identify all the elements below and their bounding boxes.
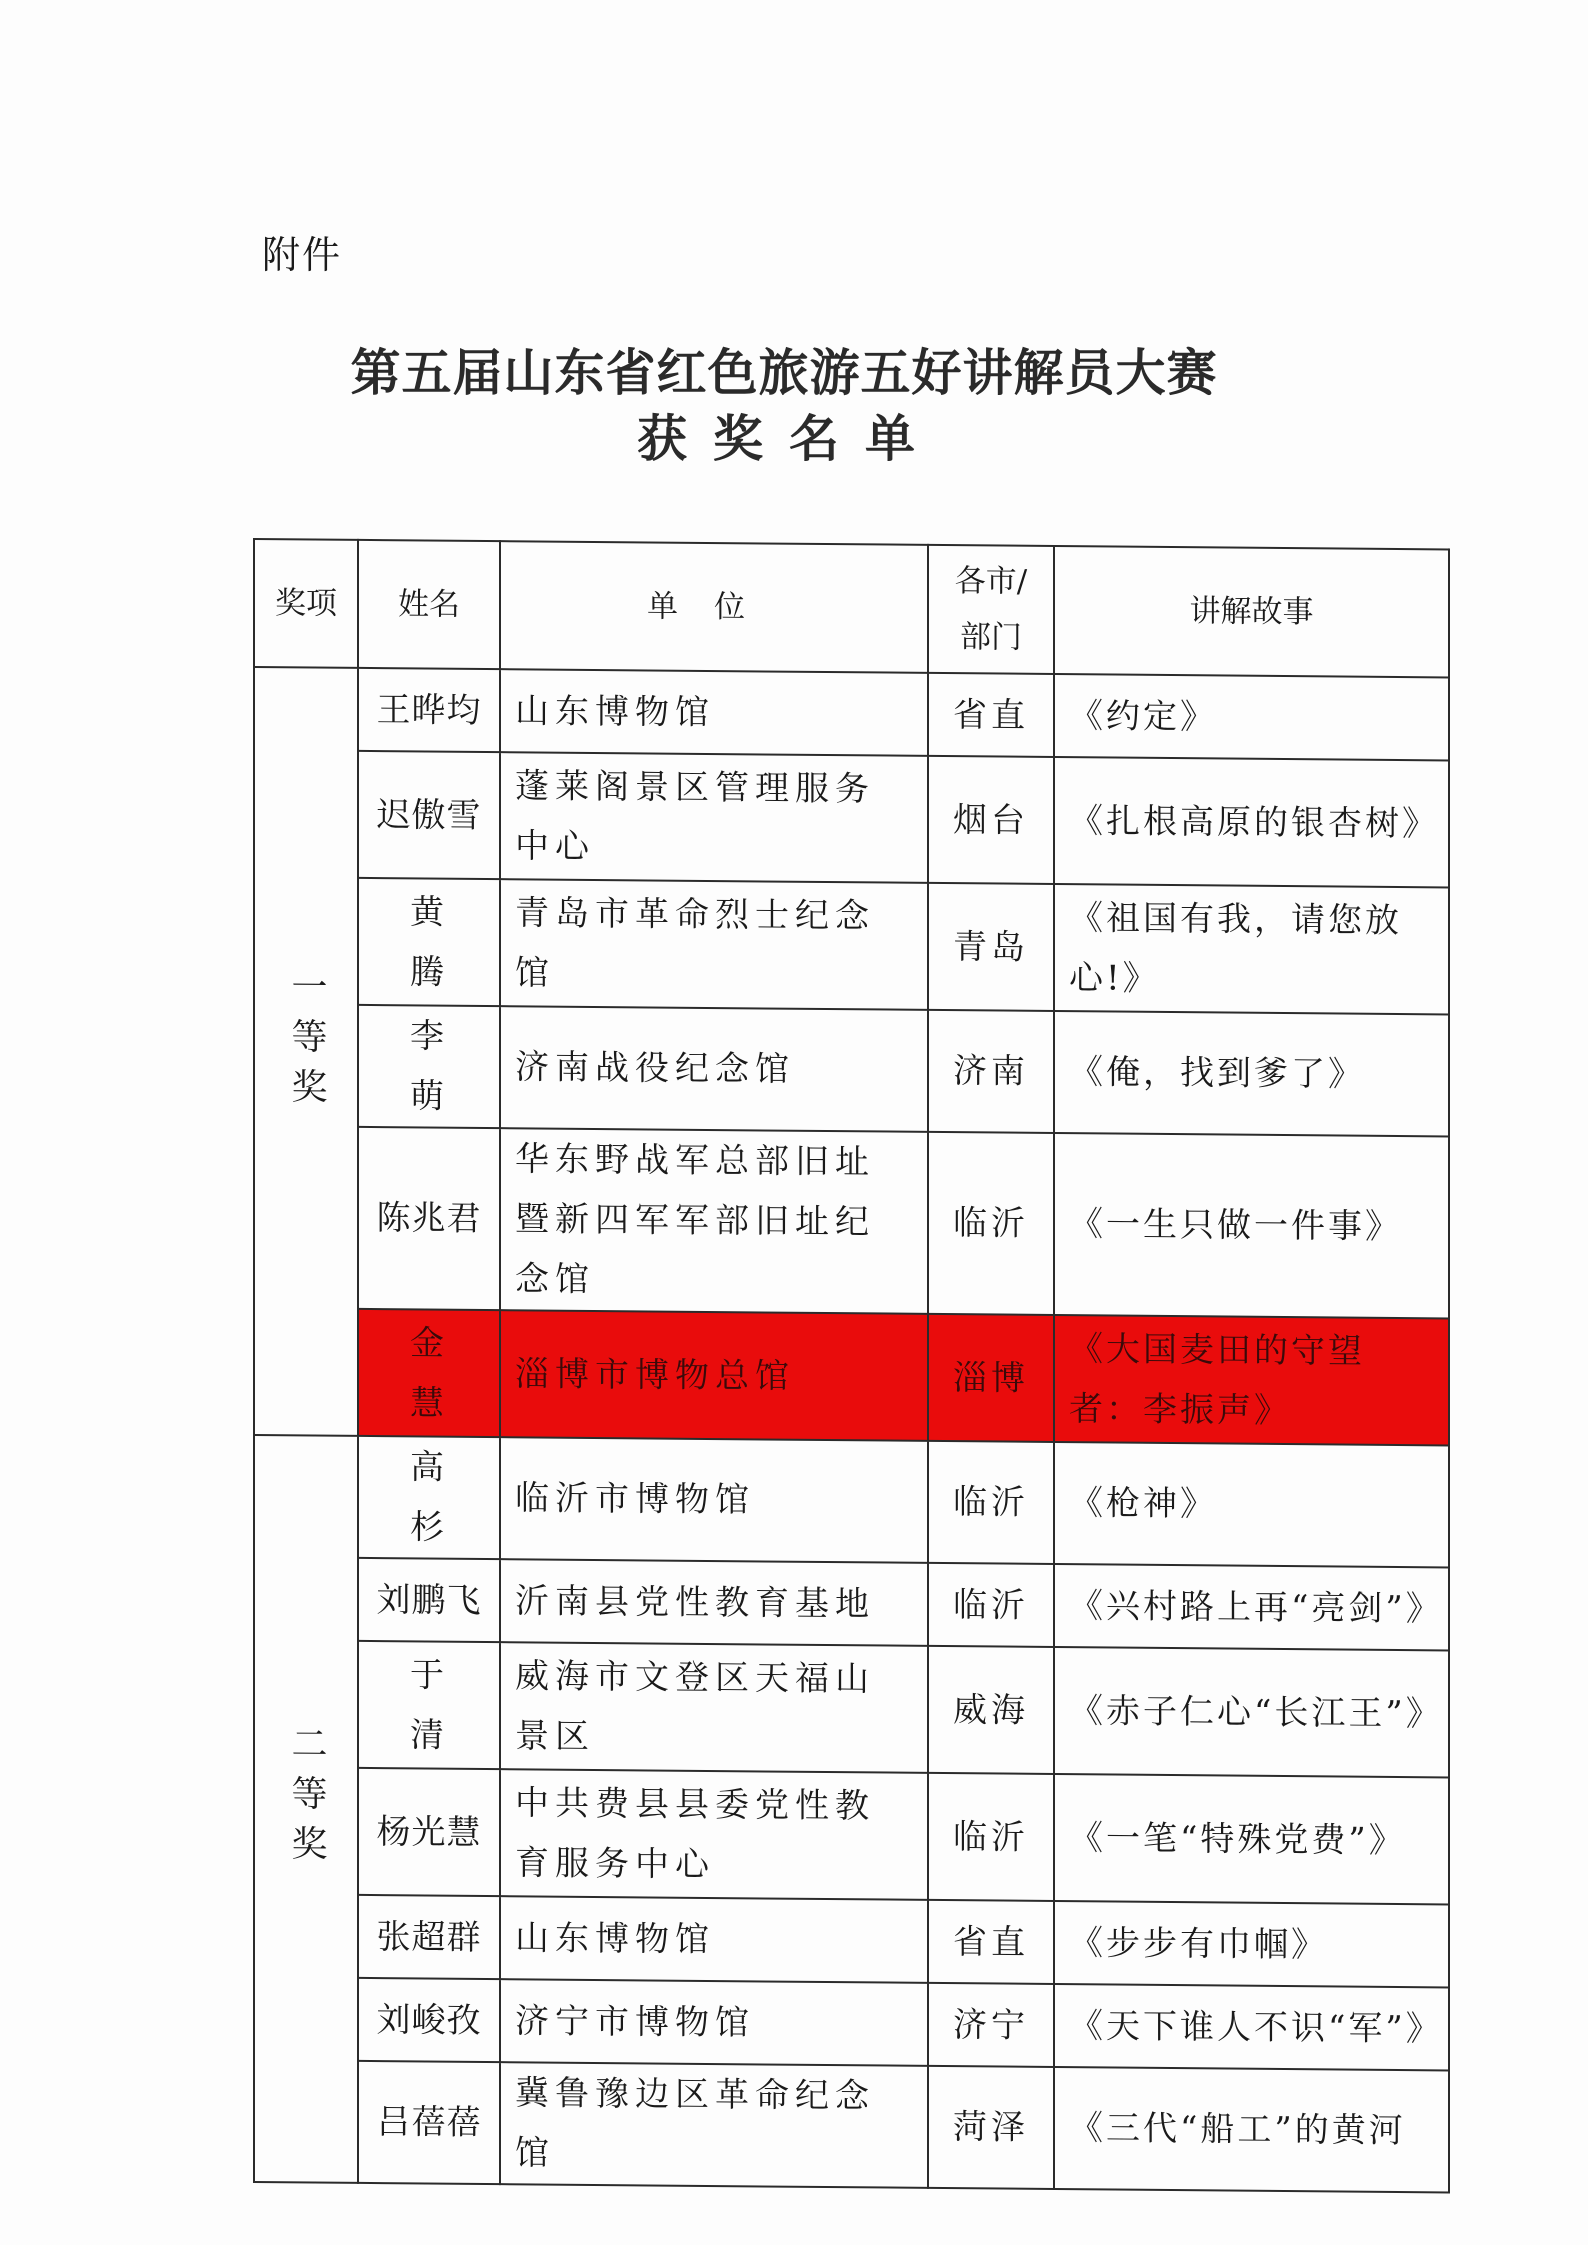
winner-unit: 蓬莱阁景区管理服务中心: [500, 752, 928, 883]
winner-story: 《扎根高原的银杏树》: [1054, 757, 1449, 887]
winner-story: 《兴村路上再“亮剑”》: [1054, 1564, 1449, 1650]
winner-region: 青岛: [928, 883, 1054, 1011]
header-region: 各市/ 部门: [928, 545, 1054, 674]
winner-unit: 青岛市革命烈士纪念馆: [500, 879, 928, 1010]
winner-story: 《赤子仁心“长江王”》: [1054, 1647, 1449, 1777]
winner-name: 王晔均: [358, 668, 500, 752]
table-row: [254, 1640, 1449, 1777]
table-row: [254, 1004, 1449, 1136]
winner-unit: 济南战役纪念馆: [500, 1006, 928, 1132]
header-award: 奖项: [254, 539, 358, 668]
header-unit: 单位: [500, 541, 928, 673]
winner-name: 杨光慧: [358, 1768, 500, 1896]
winner-story: 《约定》: [1054, 674, 1449, 760]
header-name: 姓名: [358, 540, 500, 669]
winner-story: 《俺，找到爹了》: [1054, 1011, 1449, 1136]
table-row: [254, 1435, 1449, 1567]
table-row: [254, 1557, 1449, 1650]
winner-story: 《一生只做一件事》: [1054, 1133, 1449, 1318]
award-table: [253, 538, 1450, 2193]
table-row: [254, 1767, 1449, 1904]
winner-unit: 淄博市博物总馆: [500, 1310, 928, 1441]
winner-story: 《大国麦田的守望者：李振声》: [1054, 1315, 1449, 1445]
winner-story: 《祖国有我，请您放心!》: [1054, 884, 1449, 1014]
winner-unit: 临沂市博物馆: [500, 1437, 928, 1563]
winner-name: 黄腾: [358, 878, 500, 1006]
winner-region: 济南: [928, 1010, 1054, 1133]
winner-region: 烟台: [928, 756, 1054, 884]
document-title: [0, 340, 1588, 472]
table-row-highlighted: [254, 1308, 1449, 1445]
winner-name: 吕蓓蓓: [358, 2061, 500, 2184]
table-row: [254, 877, 1449, 1014]
attachment-label: 附件: [262, 233, 343, 277]
winner-name: 高杉: [358, 1436, 500, 1559]
winner-unit: 威海市文登区天福山景区: [500, 1642, 928, 1773]
winner-region: 淄博: [928, 1314, 1054, 1442]
winner-story: 《枪神》: [1054, 1442, 1449, 1567]
table-row: [254, 2060, 1449, 2192]
winner-region: 临沂: [928, 1132, 1054, 1315]
winner-name: 张超群: [358, 1895, 500, 1979]
winner-unit: 山东博物馆: [500, 669, 928, 756]
winner-name: 于清: [358, 1641, 500, 1769]
table-row: [254, 1126, 1449, 1318]
winner-unit: 冀鲁豫边区革命纪念馆: [500, 2062, 928, 2188]
winner-name: 金慧: [358, 1309, 500, 1437]
winner-unit: 中共费县县委党性教育服务中心: [500, 1769, 928, 1900]
winner-name: 刘峻孜: [358, 1978, 500, 2062]
winner-unit: 济宁市博物馆: [500, 1979, 928, 2066]
table-row: [254, 1894, 1449, 1987]
winner-unit: 沂南县党性教育基地: [500, 1559, 928, 1646]
tier-label-second: 二等奖: [254, 1435, 358, 2183]
winner-story: 《步步有巾帼》: [1054, 1901, 1449, 1987]
winner-region: 临沂: [928, 1773, 1054, 1901]
header-story: 讲解故事: [1054, 546, 1449, 677]
winner-region: 济宁: [928, 1983, 1054, 2067]
table-header-row: [254, 539, 1449, 677]
tier-label-first: 一等奖: [254, 667, 358, 1436]
winner-region: 省直: [928, 673, 1054, 757]
winner-name: 刘鹏飞: [358, 1558, 500, 1642]
winner-region: 菏泽: [928, 2066, 1054, 2189]
winner-story: 《天下谁人不识“军”》: [1054, 1984, 1449, 2070]
winner-name: 李萌: [358, 1005, 500, 1128]
title-line-2: 获奖名单: [637, 409, 941, 468]
winner-region: 威海: [928, 1646, 1054, 1774]
winner-story: 《三代“船工”的黄河: [1054, 2067, 1449, 2192]
table-row: [254, 1977, 1449, 2070]
winner-region: 临沂: [928, 1441, 1054, 1564]
winner-region: 省直: [928, 1900, 1054, 1984]
winner-name: 迟傲雪: [358, 751, 500, 879]
winner-story: 《一笔“特殊党费”》: [1054, 1774, 1449, 1904]
table-row: [254, 750, 1449, 887]
winner-unit: 华东野战军总部旧址暨新四军军部旧址纪念馆: [500, 1128, 928, 1314]
table-row: [254, 667, 1449, 760]
winner-region: 临沂: [928, 1563, 1054, 1647]
winner-unit: 山东博物馆: [500, 1896, 928, 1983]
winner-name: 陈兆君: [358, 1127, 500, 1310]
title-line-1: 第五届山东省红色旅游五好讲解员大赛: [350, 343, 1218, 402]
